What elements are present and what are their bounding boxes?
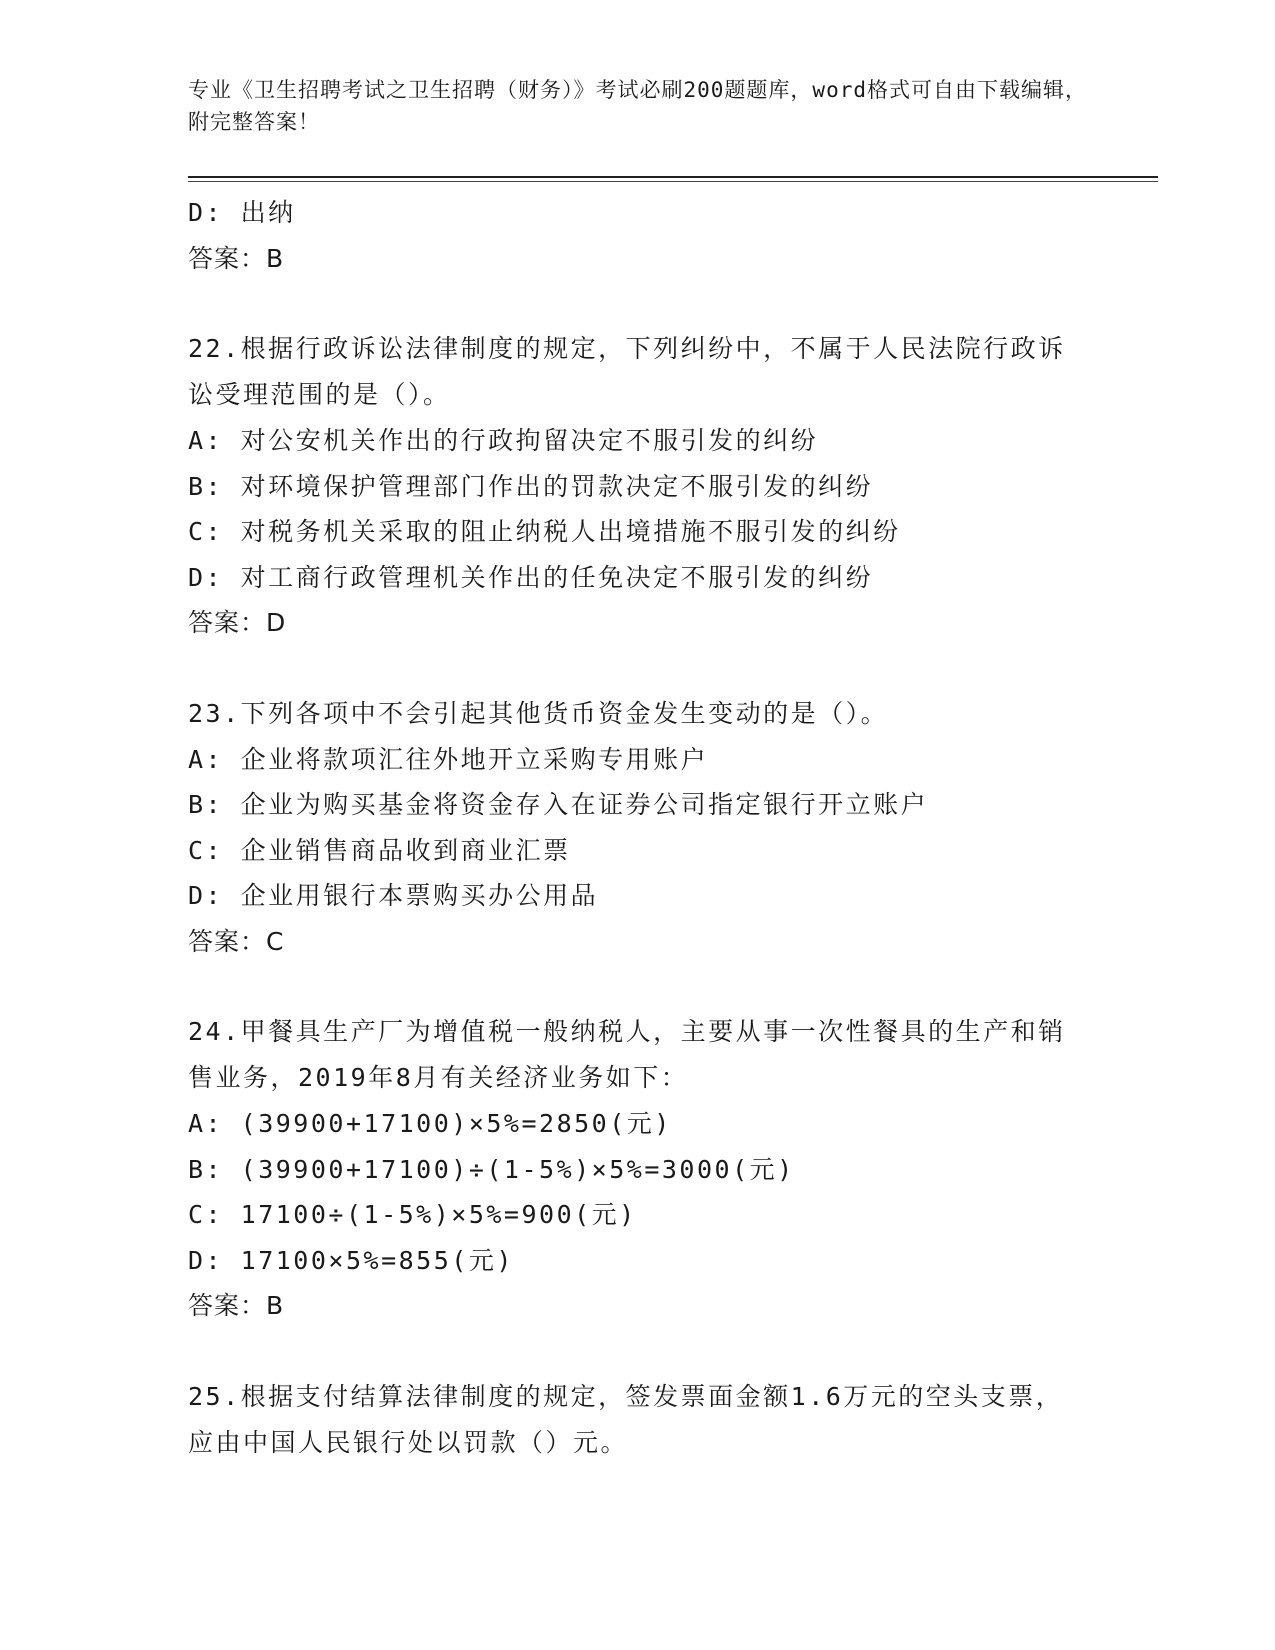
prev-answer: 答案：B <box>188 243 285 273</box>
question-22-option-a: A: 对公安机关作出的行政拘留决定不服引发的纠纷 <box>188 426 819 455</box>
question-24-option-c: C: 17100÷(1-5%)×5%=900(元) <box>188 1200 637 1229</box>
question-22-answer: 答案：D <box>188 608 287 637</box>
question-22-stem: 22.根据行政诉讼法律制度的规定，下列纠纷中，不属于人民法院行政诉讼受理范围的是（）。 <box>188 334 1066 409</box>
header-divider-thin <box>188 181 1158 182</box>
question-23-option-b: B: 企业为购买基金将资金存入在证券公司指定银行开立账户 <box>188 790 929 819</box>
question-23-option-c: C: 企业销售商品收到商业汇票 <box>188 835 571 865</box>
question-24-answer: 答案：B <box>188 1291 285 1320</box>
question-22-option-d: D: 对工商行政管理机关作出的任免决定不服引发的纠纷 <box>188 562 874 592</box>
question-24-option-d: D: 17100×5%=855(元) <box>188 1245 514 1275</box>
question-24-option-a: A: (39900+17100)×5%=2850(元) <box>188 1109 672 1138</box>
question-22-option-c: C: 对税务机关采取的阻止纳税人出境措施不服引发的纠纷 <box>188 517 901 546</box>
question-23-option-d: D: 企业用银行本票购买办公用品 <box>188 881 599 910</box>
question-23-option-a: A: 企业将款项汇往外地开立采购专用账户 <box>188 744 709 774</box>
document-header: 专业《卫生招聘考试之卫生招聘（财务）》考试必刷200题题库，word格式可自由下载编辑，附完整答案！ <box>188 78 1087 134</box>
prev-option-d: D: 出纳 <box>188 198 296 227</box>
question-23-answer: 答案：C <box>188 926 285 956</box>
question-list <box>188 190 1088 1466</box>
question-24-option-b: B: (39900+17100)÷(1-5%)×5%=3000(元) <box>188 1154 795 1184</box>
spacer <box>188 1329 1088 1374</box>
question-23-stem: 23.下列各项中不会引起其他货币资金发生变动的是（）。 <box>188 698 889 728</box>
question-22-option-b: B: 对环境保护管理部门作出的罚款决定不服引发的纠纷 <box>188 471 874 501</box>
spacer <box>188 646 1088 691</box>
spacer <box>188 281 1088 326</box>
question-24-stem: 24.甲餐具生产厂为增值税一般纳税人，主要从事一次性餐具的生产和销售业务，2019年8月有关经济业务如下： <box>188 1017 1066 1092</box>
spacer <box>188 964 1088 1009</box>
question-25-stem: 25.根据支付结算法律制度的规定，签发票面金额1.6万元的空头支票，应由中国人民银行处以罚款（）元。 <box>188 1381 1064 1457</box>
header-divider-thick <box>188 176 1158 178</box>
